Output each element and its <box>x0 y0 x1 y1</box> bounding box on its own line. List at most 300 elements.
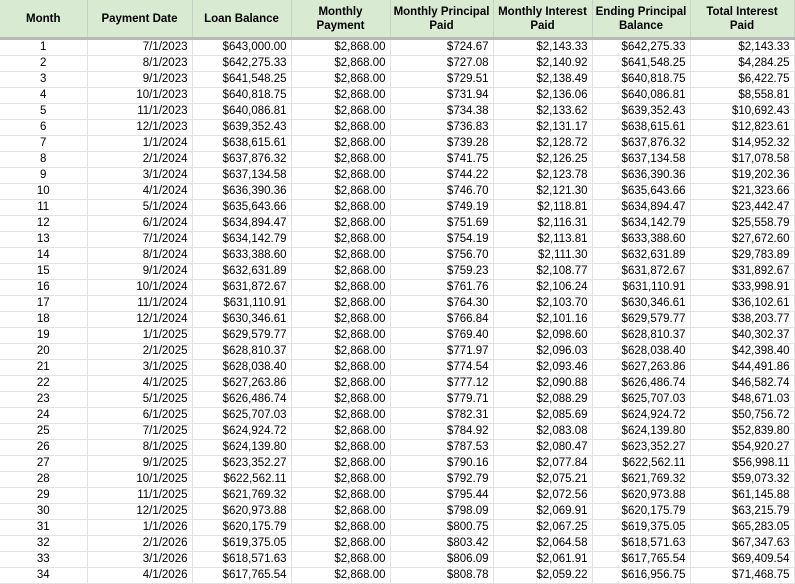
ending-principal-cell[interactable]: $629,579.77 <box>592 312 690 328</box>
loan-balance-cell[interactable]: $639,352.43 <box>192 120 291 136</box>
total-interest-cell[interactable]: $10,692.43 <box>690 104 794 120</box>
month-cell[interactable]: 20 <box>0 344 87 360</box>
ending-principal-cell[interactable]: $633,388.60 <box>592 232 690 248</box>
payment-date-cell[interactable]: 11/1/2023 <box>87 104 192 120</box>
monthly-interest-cell[interactable]: $2,138.49 <box>493 72 592 88</box>
payment-date-cell[interactable]: 10/1/2024 <box>87 280 192 296</box>
loan-balance-cell[interactable]: $622,562.11 <box>192 472 291 488</box>
monthly-interest-cell[interactable]: $2,111.30 <box>493 248 592 264</box>
monthly-payment-cell[interactable]: $2,868.00 <box>291 39 390 56</box>
total-interest-cell[interactable]: $65,283.05 <box>690 520 794 536</box>
loan-balance-cell[interactable]: $641,548.25 <box>192 72 291 88</box>
monthly-interest-cell[interactable]: $2,088.29 <box>493 392 592 408</box>
ending-principal-cell[interactable]: $626,486.74 <box>592 376 690 392</box>
loan-balance-cell[interactable]: $625,707.03 <box>192 408 291 424</box>
table-row <box>0 264 794 280</box>
ending-principal-cell[interactable]: $619,375.05 <box>592 520 690 536</box>
table-row <box>0 88 794 104</box>
monthly-payment-cell[interactable]: $2,868.00 <box>291 568 390 584</box>
monthly-interest-cell[interactable]: $2,108.77 <box>493 264 592 280</box>
payment-date-cell[interactable]: 1/1/2024 <box>87 136 192 152</box>
payment-date-cell[interactable]: 11/1/2025 <box>87 488 192 504</box>
table-body <box>0 39 794 584</box>
month-cell[interactable]: 5 <box>0 104 87 120</box>
monthly-payment-cell[interactable]: $2,868.00 <box>291 536 390 552</box>
monthly-principal-cell[interactable]: $792.79 <box>390 472 493 488</box>
monthly-interest-cell[interactable]: $2,083.08 <box>493 424 592 440</box>
monthly-principal-cell[interactable]: $787.53 <box>390 440 493 456</box>
total-interest-cell[interactable]: $63,215.79 <box>690 504 794 520</box>
total-interest-cell[interactable]: $56,998.11 <box>690 456 794 472</box>
ending-principal-cell[interactable]: $618,571.63 <box>592 536 690 552</box>
ending-principal-cell[interactable]: $640,086.81 <box>592 88 690 104</box>
payment-date-cell[interactable]: 2/1/2024 <box>87 152 192 168</box>
monthly-principal-cell[interactable]: $782.31 <box>390 408 493 424</box>
table-row <box>0 328 794 344</box>
monthly-principal-cell[interactable]: $739.28 <box>390 136 493 152</box>
month-cell[interactable]: 33 <box>0 552 87 568</box>
table-row <box>0 296 794 312</box>
monthly-principal-cell[interactable]: $798.09 <box>390 504 493 520</box>
total-interest-cell[interactable]: $67,347.63 <box>690 536 794 552</box>
monthly-payment-cell[interactable]: $2,868.00 <box>291 296 390 312</box>
loan-balance-cell[interactable]: $643,000.00 <box>192 39 291 56</box>
month-cell[interactable]: 14 <box>0 248 87 264</box>
payment-date-cell[interactable]: 6/1/2024 <box>87 216 192 232</box>
monthly-payment-cell[interactable]: $2,868.00 <box>291 440 390 456</box>
monthly-principal-cell[interactable]: $729.51 <box>390 72 493 88</box>
ending-principal-cell[interactable]: $628,038.40 <box>592 344 690 360</box>
header-month[interactable]: Month <box>0 0 87 39</box>
payment-date-cell[interactable]: 2/1/2026 <box>87 536 192 552</box>
monthly-interest-cell[interactable]: $2,080.47 <box>493 440 592 456</box>
month-cell[interactable]: 15 <box>0 264 87 280</box>
payment-date-cell[interactable]: 12/1/2023 <box>87 120 192 136</box>
ending-principal-cell[interactable]: $631,872.67 <box>592 264 690 280</box>
monthly-payment-cell[interactable]: $2,868.00 <box>291 232 390 248</box>
loan-balance-cell[interactable]: $635,643.66 <box>192 200 291 216</box>
monthly-interest-cell[interactable]: $2,113.81 <box>493 232 592 248</box>
monthly-principal-cell[interactable]: $761.76 <box>390 280 493 296</box>
monthly-principal-cell[interactable]: $744.22 <box>390 168 493 184</box>
total-interest-cell[interactable]: $31,892.67 <box>690 264 794 280</box>
total-interest-cell[interactable]: $36,102.61 <box>690 296 794 312</box>
monthly-payment-cell[interactable]: $2,868.00 <box>291 136 390 152</box>
monthly-interest-cell[interactable]: $2,059.22 <box>493 568 592 584</box>
month-cell[interactable]: 21 <box>0 360 87 376</box>
month-cell[interactable]: 13 <box>0 232 87 248</box>
monthly-principal-cell[interactable]: $724.67 <box>390 39 493 56</box>
total-interest-cell[interactable]: $17,078.58 <box>690 152 794 168</box>
monthly-interest-cell[interactable]: $2,077.84 <box>493 456 592 472</box>
monthly-principal-cell[interactable]: $751.69 <box>390 216 493 232</box>
month-cell[interactable]: 11 <box>0 200 87 216</box>
monthly-interest-cell[interactable]: $2,061.91 <box>493 552 592 568</box>
loan-balance-cell[interactable]: $626,486.74 <box>192 392 291 408</box>
ending-principal-cell[interactable]: $624,924.72 <box>592 408 690 424</box>
table-row <box>0 248 794 264</box>
monthly-payment-cell[interactable]: $2,868.00 <box>291 456 390 472</box>
ending-principal-cell[interactable]: $621,769.32 <box>592 472 690 488</box>
monthly-interest-cell[interactable]: $2,106.24 <box>493 280 592 296</box>
table-row <box>0 408 794 424</box>
monthly-principal-cell[interactable]: $766.84 <box>390 312 493 328</box>
table-row <box>0 536 794 552</box>
payment-date-cell[interactable]: 3/1/2025 <box>87 360 192 376</box>
month-cell[interactable]: 29 <box>0 488 87 504</box>
month-cell[interactable]: 19 <box>0 328 87 344</box>
ending-principal-cell[interactable]: $635,643.66 <box>592 184 690 200</box>
monthly-interest-cell[interactable]: $2,093.46 <box>493 360 592 376</box>
monthly-payment-cell[interactable]: $2,868.00 <box>291 472 390 488</box>
total-interest-cell[interactable]: $8,558.81 <box>690 88 794 104</box>
monthly-interest-cell[interactable]: $2,075.21 <box>493 472 592 488</box>
month-cell[interactable]: 22 <box>0 376 87 392</box>
payment-date-cell[interactable]: 10/1/2025 <box>87 472 192 488</box>
monthly-principal-cell[interactable]: $808.78 <box>390 568 493 584</box>
loan-balance-cell[interactable]: $628,038.40 <box>192 360 291 376</box>
monthly-principal-cell[interactable]: $779.71 <box>390 392 493 408</box>
monthly-principal-cell[interactable]: $731.94 <box>390 88 493 104</box>
month-cell[interactable]: 8 <box>0 152 87 168</box>
ending-principal-cell[interactable]: $631,110.91 <box>592 280 690 296</box>
loan-balance-cell[interactable]: $629,579.77 <box>192 328 291 344</box>
ending-principal-cell[interactable]: $640,818.75 <box>592 72 690 88</box>
header-ending-principal-balance[interactable]: Ending Principal Balance <box>592 0 690 39</box>
header-monthly-principal-paid[interactable]: Monthly Principal Paid <box>390 0 493 39</box>
ending-principal-cell[interactable]: $637,134.58 <box>592 152 690 168</box>
ending-principal-cell[interactable]: $625,707.03 <box>592 392 690 408</box>
month-cell[interactable]: 23 <box>0 392 87 408</box>
monthly-principal-cell[interactable]: $736.83 <box>390 120 493 136</box>
monthly-payment-cell[interactable]: $2,868.00 <box>291 56 390 72</box>
payment-date-cell[interactable]: 9/1/2024 <box>87 264 192 280</box>
monthly-payment-cell[interactable]: $2,868.00 <box>291 328 390 344</box>
monthly-principal-cell[interactable]: $784.92 <box>390 424 493 440</box>
table-row <box>0 488 794 504</box>
monthly-interest-cell[interactable]: $2,103.70 <box>493 296 592 312</box>
total-interest-cell[interactable]: $50,756.72 <box>690 408 794 424</box>
monthly-payment-cell[interactable]: $2,868.00 <box>291 88 390 104</box>
loan-balance-cell[interactable]: $618,571.63 <box>192 552 291 568</box>
monthly-payment-cell[interactable]: $2,868.00 <box>291 168 390 184</box>
header-loan-balance[interactable]: Loan Balance <box>192 0 291 39</box>
month-cell[interactable]: 6 <box>0 120 87 136</box>
total-interest-cell[interactable]: $19,202.36 <box>690 168 794 184</box>
monthly-payment-cell[interactable]: $2,868.00 <box>291 552 390 568</box>
loan-balance-cell[interactable]: $627,263.86 <box>192 376 291 392</box>
payment-date-cell[interactable]: 7/1/2025 <box>87 424 192 440</box>
monthly-payment-cell[interactable]: $2,868.00 <box>291 504 390 520</box>
loan-balance-cell[interactable]: $617,765.54 <box>192 568 291 584</box>
ending-principal-cell[interactable]: $634,142.79 <box>592 216 690 232</box>
payment-date-cell[interactable]: 3/1/2026 <box>87 552 192 568</box>
loan-balance-cell[interactable]: $631,872.67 <box>192 280 291 296</box>
loan-balance-cell[interactable]: $630,346.61 <box>192 312 291 328</box>
loan-balance-cell[interactable]: $633,388.60 <box>192 248 291 264</box>
payment-date-cell[interactable]: 5/1/2025 <box>87 392 192 408</box>
ending-principal-cell[interactable]: $623,352.27 <box>592 440 690 456</box>
loan-balance-cell[interactable]: $634,142.79 <box>192 232 291 248</box>
monthly-principal-cell[interactable]: $774.54 <box>390 360 493 376</box>
monthly-interest-cell[interactable]: $2,069.91 <box>493 504 592 520</box>
table-row <box>0 568 794 584</box>
month-cell[interactable]: 26 <box>0 440 87 456</box>
ending-principal-cell[interactable]: $628,810.37 <box>592 328 690 344</box>
total-interest-cell[interactable]: $44,491.86 <box>690 360 794 376</box>
table-row <box>0 280 794 296</box>
ending-principal-cell[interactable]: $630,346.61 <box>592 296 690 312</box>
loan-balance-cell[interactable]: $621,769.32 <box>192 488 291 504</box>
table-row <box>0 376 794 392</box>
monthly-principal-cell[interactable]: $764.30 <box>390 296 493 312</box>
loan-balance-cell[interactable]: $624,139.80 <box>192 440 291 456</box>
table-row <box>0 472 794 488</box>
payment-date-cell[interactable]: 9/1/2025 <box>87 456 192 472</box>
loan-balance-cell[interactable]: $620,175.79 <box>192 520 291 536</box>
ending-principal-cell[interactable]: $617,765.54 <box>592 552 690 568</box>
monthly-payment-cell[interactable]: $2,868.00 <box>291 264 390 280</box>
month-cell[interactable]: 31 <box>0 520 87 536</box>
loan-balance-cell[interactable]: $642,275.33 <box>192 56 291 72</box>
total-interest-cell[interactable]: $40,302.37 <box>690 328 794 344</box>
total-interest-cell[interactable]: $46,582.74 <box>690 376 794 392</box>
total-interest-cell[interactable]: $61,145.88 <box>690 488 794 504</box>
monthly-payment-cell[interactable]: $2,868.00 <box>291 200 390 216</box>
total-interest-cell[interactable]: $12,823.61 <box>690 120 794 136</box>
total-interest-cell[interactable]: $6,422.75 <box>690 72 794 88</box>
loan-balance-cell[interactable]: $628,810.37 <box>192 344 291 360</box>
header-payment-date[interactable]: Payment Date <box>87 0 192 39</box>
monthly-interest-cell[interactable]: $2,128.72 <box>493 136 592 152</box>
loan-balance-cell[interactable]: $624,924.72 <box>192 424 291 440</box>
ending-principal-cell[interactable]: $620,973.88 <box>592 488 690 504</box>
ending-principal-cell[interactable]: $624,139.80 <box>592 424 690 440</box>
monthly-principal-cell[interactable]: $771.97 <box>390 344 493 360</box>
table-row <box>0 184 794 200</box>
monthly-interest-cell[interactable]: $2,090.88 <box>493 376 592 392</box>
monthly-interest-cell[interactable]: $2,064.58 <box>493 536 592 552</box>
monthly-payment-cell[interactable]: $2,868.00 <box>291 280 390 296</box>
monthly-payment-cell[interactable]: $2,868.00 <box>291 184 390 200</box>
monthly-principal-cell[interactable]: $741.75 <box>390 152 493 168</box>
monthly-payment-cell[interactable]: $2,868.00 <box>291 520 390 536</box>
total-interest-cell[interactable]: $4,284.25 <box>690 56 794 72</box>
ending-principal-cell[interactable]: $637,876.32 <box>592 136 690 152</box>
monthly-payment-cell[interactable]: $2,868.00 <box>291 344 390 360</box>
monthly-principal-cell[interactable]: $800.75 <box>390 520 493 536</box>
loan-balance-cell[interactable]: $623,352.27 <box>192 456 291 472</box>
loan-balance-cell[interactable]: $640,818.75 <box>192 88 291 104</box>
loan-balance-cell[interactable]: $632,631.89 <box>192 264 291 280</box>
total-interest-cell[interactable]: $33,998.91 <box>690 280 794 296</box>
payment-date-cell[interactable]: 6/1/2025 <box>87 408 192 424</box>
month-cell[interactable]: 2 <box>0 56 87 72</box>
total-interest-cell[interactable]: $42,398.40 <box>690 344 794 360</box>
monthly-principal-cell[interactable]: $756.70 <box>390 248 493 264</box>
monthly-payment-cell[interactable]: $2,868.00 <box>291 120 390 136</box>
month-cell[interactable]: 27 <box>0 456 87 472</box>
payment-date-cell[interactable]: 8/1/2024 <box>87 248 192 264</box>
header-monthly-payment[interactable]: Monthly Payment <box>291 0 390 39</box>
monthly-interest-cell[interactable]: $2,067.25 <box>493 520 592 536</box>
monthly-principal-cell[interactable]: $727.08 <box>390 56 493 72</box>
ending-principal-cell[interactable]: $642,275.33 <box>592 39 690 56</box>
month-cell[interactable]: 9 <box>0 168 87 184</box>
table-row <box>0 360 794 376</box>
month-cell[interactable]: 17 <box>0 296 87 312</box>
loan-balance-cell[interactable]: $634,894.47 <box>192 216 291 232</box>
payment-date-cell[interactable]: 1/1/2025 <box>87 328 192 344</box>
monthly-payment-cell[interactable]: $2,868.00 <box>291 72 390 88</box>
loan-balance-cell[interactable]: $619,375.05 <box>192 536 291 552</box>
monthly-interest-cell[interactable]: $2,123.78 <box>493 168 592 184</box>
ending-principal-cell[interactable]: $616,956.75 <box>592 568 690 584</box>
table-row <box>0 504 794 520</box>
monthly-principal-cell[interactable]: $803.42 <box>390 536 493 552</box>
month-cell[interactable]: 10 <box>0 184 87 200</box>
ending-principal-cell[interactable]: $641,548.25 <box>592 56 690 72</box>
total-interest-cell[interactable]: $2,143.33 <box>690 39 794 56</box>
monthly-interest-cell[interactable]: $2,131.17 <box>493 120 592 136</box>
monthly-interest-cell[interactable]: $2,116.31 <box>493 216 592 232</box>
month-cell[interactable]: 1 <box>0 39 87 56</box>
month-cell[interactable]: 24 <box>0 408 87 424</box>
monthly-interest-cell[interactable]: $2,126.25 <box>493 152 592 168</box>
month-cell[interactable]: 4 <box>0 88 87 104</box>
total-interest-cell[interactable]: $69,409.54 <box>690 552 794 568</box>
total-interest-cell[interactable]: $21,323.66 <box>690 184 794 200</box>
table-row <box>0 520 794 536</box>
monthly-payment-cell[interactable]: $2,868.00 <box>291 392 390 408</box>
payment-date-cell[interactable]: 11/1/2024 <box>87 296 192 312</box>
month-cell[interactable]: 7 <box>0 136 87 152</box>
monthly-payment-cell[interactable]: $2,868.00 <box>291 104 390 120</box>
month-cell[interactable]: 12 <box>0 216 87 232</box>
ending-principal-cell[interactable]: $639,352.43 <box>592 104 690 120</box>
monthly-payment-cell[interactable]: $2,868.00 <box>291 216 390 232</box>
monthly-principal-cell[interactable]: $769.40 <box>390 328 493 344</box>
monthly-payment-cell[interactable]: $2,868.00 <box>291 408 390 424</box>
loan-balance-cell[interactable]: $637,876.32 <box>192 152 291 168</box>
total-interest-cell[interactable]: $29,783.89 <box>690 248 794 264</box>
payment-date-cell[interactable]: 4/1/2025 <box>87 376 192 392</box>
payment-date-cell[interactable]: 10/1/2023 <box>87 88 192 104</box>
header-total-interest-paid[interactable]: Total Interest Paid <box>690 0 794 39</box>
total-interest-cell[interactable]: $38,203.77 <box>690 312 794 328</box>
total-interest-cell[interactable]: $27,672.60 <box>690 232 794 248</box>
month-cell[interactable]: 28 <box>0 472 87 488</box>
loan-balance-cell[interactable]: $620,973.88 <box>192 504 291 520</box>
ending-principal-cell[interactable]: $638,615.61 <box>592 120 690 136</box>
monthly-interest-cell[interactable]: $2,098.60 <box>493 328 592 344</box>
table-row <box>0 216 794 232</box>
monthly-interest-cell[interactable]: $2,101.16 <box>493 312 592 328</box>
monthly-principal-cell[interactable]: $754.19 <box>390 232 493 248</box>
loan-balance-cell[interactable]: $637,134.58 <box>192 168 291 184</box>
ending-principal-cell[interactable]: $636,390.36 <box>592 168 690 184</box>
loan-balance-cell[interactable]: $640,086.81 <box>192 104 291 120</box>
payment-date-cell[interactable]: 12/1/2025 <box>87 504 192 520</box>
monthly-payment-cell[interactable]: $2,868.00 <box>291 488 390 504</box>
monthly-principal-cell[interactable]: $746.70 <box>390 184 493 200</box>
monthly-payment-cell[interactable]: $2,868.00 <box>291 424 390 440</box>
total-interest-cell[interactable]: $25,558.79 <box>690 216 794 232</box>
monthly-interest-cell[interactable]: $2,136.06 <box>493 88 592 104</box>
loan-balance-cell[interactable]: $631,110.91 <box>192 296 291 312</box>
payment-date-cell[interactable]: 4/1/2026 <box>87 568 192 584</box>
payment-date-cell[interactable]: 12/1/2024 <box>87 312 192 328</box>
payment-date-cell[interactable]: 7/1/2024 <box>87 232 192 248</box>
table-row <box>0 456 794 472</box>
payment-date-cell[interactable]: 1/1/2026 <box>87 520 192 536</box>
payment-date-cell[interactable]: 9/1/2023 <box>87 72 192 88</box>
month-cell[interactable]: 3 <box>0 72 87 88</box>
header-monthly-interest-paid[interactable]: Monthly Interest Paid <box>493 0 592 39</box>
monthly-interest-cell[interactable]: $2,143.33 <box>493 39 592 56</box>
ending-principal-cell[interactable]: $627,263.86 <box>592 360 690 376</box>
ending-principal-cell[interactable]: $622,562.11 <box>592 456 690 472</box>
monthly-payment-cell[interactable]: $2,868.00 <box>291 152 390 168</box>
monthly-principal-cell[interactable]: $790.16 <box>390 456 493 472</box>
month-cell[interactable]: 18 <box>0 312 87 328</box>
loan-balance-cell[interactable]: $638,615.61 <box>192 136 291 152</box>
month-cell[interactable]: 30 <box>0 504 87 520</box>
monthly-payment-cell[interactable]: $2,868.00 <box>291 376 390 392</box>
month-cell[interactable]: 25 <box>0 424 87 440</box>
total-interest-cell[interactable]: $23,442.47 <box>690 200 794 216</box>
monthly-payment-cell[interactable]: $2,868.00 <box>291 248 390 264</box>
ending-principal-cell[interactable]: $620,175.79 <box>592 504 690 520</box>
table-row <box>0 136 794 152</box>
total-interest-cell[interactable]: $71,468.75 <box>690 568 794 584</box>
monthly-interest-cell[interactable]: $2,085.69 <box>493 408 592 424</box>
total-interest-cell[interactable]: $52,839.80 <box>690 424 794 440</box>
ending-principal-cell[interactable]: $634,894.47 <box>592 200 690 216</box>
payment-date-cell[interactable]: 7/1/2023 <box>87 39 192 56</box>
monthly-interest-cell[interactable]: $2,096.03 <box>493 344 592 360</box>
payment-date-cell[interactable]: 8/1/2023 <box>87 56 192 72</box>
total-interest-cell[interactable]: $14,952.32 <box>690 136 794 152</box>
monthly-principal-cell[interactable]: $806.09 <box>390 552 493 568</box>
monthly-interest-cell[interactable]: $2,121.30 <box>493 184 592 200</box>
monthly-principal-cell[interactable]: $777.12 <box>390 376 493 392</box>
monthly-interest-cell[interactable]: $2,118.81 <box>493 200 592 216</box>
payment-date-cell[interactable]: 8/1/2025 <box>87 440 192 456</box>
monthly-payment-cell[interactable]: $2,868.00 <box>291 360 390 376</box>
payment-date-cell[interactable]: 2/1/2025 <box>87 344 192 360</box>
total-interest-cell[interactable]: $59,073.32 <box>690 472 794 488</box>
payment-date-cell[interactable]: 5/1/2024 <box>87 200 192 216</box>
month-cell[interactable]: 16 <box>0 280 87 296</box>
monthly-payment-cell[interactable]: $2,868.00 <box>291 312 390 328</box>
monthly-interest-cell[interactable]: $2,140.92 <box>493 56 592 72</box>
month-cell[interactable]: 32 <box>0 536 87 552</box>
payment-date-cell[interactable]: 4/1/2024 <box>87 184 192 200</box>
monthly-principal-cell[interactable]: $749.19 <box>390 200 493 216</box>
total-interest-cell[interactable]: $48,671.03 <box>690 392 794 408</box>
monthly-interest-cell[interactable]: $2,072.56 <box>493 488 592 504</box>
payment-date-cell[interactable]: 3/1/2024 <box>87 168 192 184</box>
loan-balance-cell[interactable]: $636,390.36 <box>192 184 291 200</box>
total-interest-cell[interactable]: $54,920.27 <box>690 440 794 456</box>
ending-principal-cell[interactable]: $632,631.89 <box>592 248 690 264</box>
month-cell[interactable]: 34 <box>0 568 87 584</box>
monthly-interest-cell[interactable]: $2,133.62 <box>493 104 592 120</box>
monthly-principal-cell[interactable]: $734.38 <box>390 104 493 120</box>
monthly-principal-cell[interactable]: $795.44 <box>390 488 493 504</box>
monthly-principal-cell[interactable]: $759.23 <box>390 264 493 280</box>
